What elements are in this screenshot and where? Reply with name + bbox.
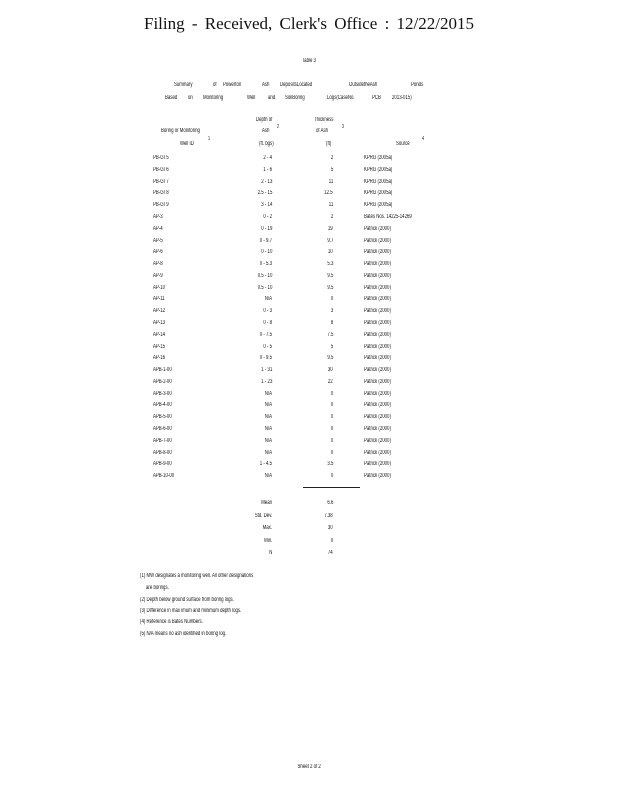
row-thickness: 9.5 [326, 355, 333, 362]
summary-word: SoilBoring [285, 95, 305, 101]
summary-word: DepositsLocated [280, 82, 313, 88]
summary-word: OutsidetheAsh [349, 82, 378, 88]
row-id: APB-7-00 [153, 437, 172, 444]
row-source: KPRG (2005a) [364, 166, 393, 173]
row-id: APB-5-00 [153, 414, 172, 421]
row-id: APB-2-00 [153, 378, 172, 385]
row-thickness: 5 [330, 166, 333, 173]
row-depth: 0 - 19 [260, 225, 272, 232]
summary-word: on [188, 95, 193, 101]
row-depth: 0.5 - 10 [257, 272, 272, 279]
summary-word: and [268, 95, 276, 101]
stat-label: Std. Dev. [254, 512, 272, 519]
row-source: KPRG (2005a) [364, 178, 393, 185]
stat-value: 0 [330, 537, 333, 544]
row-depth: N/A [264, 402, 272, 409]
row-depth: 0 - 5.3 [259, 261, 272, 267]
summary-word: Monitoring [203, 95, 224, 101]
row-id: AP-4 [153, 225, 163, 232]
row-thickness: 0 [330, 414, 333, 421]
header-id-line1: Boring or Monitoring [161, 128, 200, 134]
row-depth: 0 - 8 [263, 319, 272, 326]
row-source: Patrick (2000) [364, 225, 391, 232]
row-depth: 0 - 10 [260, 249, 272, 256]
row-depth: 1 - 31 [260, 367, 272, 373]
row-id: AP-16 [153, 355, 166, 362]
summary-word: of [213, 82, 217, 88]
row-depth: N/A [264, 296, 272, 303]
row-id: AP-15 [153, 343, 166, 350]
table-title: Table 3 [302, 58, 316, 64]
row-source: Patrick (2000) [364, 378, 391, 385]
row-depth: 0 - 3 [263, 308, 272, 315]
row-source: Patrick (2000) [364, 296, 391, 303]
row-thickness: 0 [330, 296, 333, 303]
row-source: KPRG (2005a) [364, 202, 393, 209]
row-thickness: 0 [330, 402, 333, 409]
stat-value: 74 [328, 550, 333, 556]
row-thickness: 9.5 [326, 272, 333, 279]
row-id: PB-GT8 [153, 190, 169, 197]
row-thickness: 11 [328, 202, 333, 209]
row-id: AP-10 [153, 284, 166, 291]
row-source: Patrick (2000) [364, 272, 391, 279]
header-depth-line3: (ft. bgs) [259, 141, 274, 147]
row-thickness: 0 [330, 449, 333, 456]
sheet-number: Sheet 2 of 2 [297, 764, 321, 770]
summary-word: Powerton [223, 82, 242, 88]
row-source: Patrick (2000) [364, 237, 391, 244]
row-id: APB-10-00 [153, 473, 175, 480]
row-source: Patrick (2000) [364, 284, 391, 291]
row-depth: 0 - 5 [263, 343, 272, 350]
row-source: Patrick (2000) [364, 402, 391, 409]
row-source: Patrick (2000) [364, 343, 391, 350]
row-thickness: 0 [330, 425, 333, 432]
row-thickness: 5 [330, 343, 333, 350]
row-source: Patrick (2000) [364, 261, 391, 267]
row-depth: N/A [264, 473, 272, 480]
row-id: AP-5 [153, 237, 163, 244]
summary-word: Summary [174, 82, 193, 88]
summary-word: Logs(CaseNo. [327, 95, 355, 101]
row-source: Bates Nos. 14225-14269 [364, 213, 412, 220]
filing-header: Filing - Received, Clerk's Office : 12/22/2015 [143, 14, 474, 33]
header-thick-line1: Thickness [314, 117, 334, 123]
row-thickness: 2 [330, 213, 333, 220]
row-id: APB-6-00 [153, 425, 172, 432]
footnote: (1) MW designates a monitoring well. All other designations [140, 573, 254, 579]
row-thickness: 3 [330, 308, 333, 315]
row-id: APB-4-00 [153, 402, 172, 409]
total-rule [303, 487, 360, 488]
row-id: PB-GT9 [153, 202, 169, 209]
row-depth: 3 - 14 [260, 202, 272, 209]
header-id-sup: 1 [208, 136, 211, 142]
row-source: Patrick (2000) [364, 425, 391, 432]
row-source: KPRG (2005a) [364, 190, 393, 197]
row-depth: N/A [264, 414, 272, 421]
row-thickness: 8 [330, 319, 333, 326]
footnote: (3) Difference in max imum and minimum depth logs. [140, 608, 242, 614]
row-id: PB-GT7 [153, 178, 169, 185]
footnote: (5) N/A means no ash identified in boring log. [140, 631, 227, 637]
row-depth: 0 - 9.5 [259, 355, 272, 362]
summary-word: Ash [262, 82, 270, 88]
stat-label: N [268, 550, 272, 556]
row-depth: 0 - 9.7 [259, 237, 272, 244]
footnote: (4) Reference is Bates Numbers. [140, 619, 203, 625]
row-id: AP-6 [153, 249, 163, 256]
row-thickness: 22 [328, 378, 333, 385]
summary-word: Well [247, 95, 256, 101]
row-id: APB-9-00 [153, 461, 172, 468]
row-id: APB-3-00 [153, 390, 172, 397]
row-thickness: 0 [330, 473, 333, 480]
header-source: Source [396, 141, 410, 147]
row-id: AP-3 [153, 213, 163, 220]
row-source: KPRG (2005a) [364, 155, 393, 161]
header-thick-line2: of Ash [316, 128, 329, 134]
stat-value: 6.6 [326, 500, 333, 506]
row-depth: N/A [264, 449, 272, 456]
row-thickness: 3.5 [326, 461, 333, 468]
row-source: Patrick (2000) [364, 437, 391, 444]
summary-word: Ponds [411, 82, 424, 88]
row-thickness: 0 [330, 437, 333, 444]
row-source: Patrick (2000) [364, 473, 391, 480]
summary-word: Based [165, 95, 178, 101]
row-thickness: 2 [330, 155, 333, 161]
stat-label: Max. [262, 525, 272, 531]
row-source: Patrick (2000) [364, 390, 391, 397]
row-id: AP-11 [153, 296, 165, 303]
row-source: Patrick (2000) [364, 449, 391, 456]
header-id-line2: Well ID [180, 141, 194, 147]
header-depth-line2: Ash [262, 128, 270, 134]
row-thickness: 19 [328, 225, 333, 232]
row-depth: N/A [264, 425, 272, 432]
row-depth: N/A [264, 437, 272, 444]
row-depth: 1 - 23 [260, 378, 272, 385]
header-depth-line1: Depth of [256, 117, 273, 123]
row-thickness: 10 [328, 249, 333, 256]
stat-value: 7.38 [324, 512, 333, 519]
header-depth-sup: 2 [277, 124, 280, 130]
row-depth: N/A [264, 390, 272, 397]
row-source: Patrick (2000) [364, 319, 391, 326]
header-source-sup: 4 [422, 136, 425, 142]
row-depth: 2 - 4 [263, 155, 272, 161]
row-id: AP-12 [153, 308, 166, 315]
row-depth: 2.5 - 15 [257, 190, 272, 197]
row-thickness: 9.5 [326, 284, 333, 291]
stat-value: 30 [328, 525, 333, 531]
row-depth: 0 - 2 [263, 213, 272, 220]
row-id: APB-8-00 [153, 449, 172, 456]
sheet-footer [0, 764, 618, 770]
row-thickness: 5.3 [326, 261, 333, 267]
stat-label: Mean [261, 500, 272, 506]
row-id: APB-1-00 [153, 367, 172, 373]
row-id: PB-GT5 [153, 155, 169, 161]
row-source: Patrick (2000) [364, 249, 391, 256]
row-id: AP-9 [153, 272, 163, 279]
row-depth: 0.5 - 10 [257, 284, 272, 291]
row-id: AP-13 [153, 319, 166, 326]
row-depth: 1 - 4.5 [259, 461, 272, 468]
row-thickness: 0 [330, 390, 333, 397]
header-thick-line3: (ft) [326, 141, 332, 147]
footnote: are borings. [146, 585, 169, 591]
summary-word: PCB [372, 95, 381, 101]
row-source: Patrick (2000) [364, 414, 391, 421]
row-thickness: 7.5 [326, 331, 333, 338]
row-id: AP-8 [153, 261, 163, 267]
stat-label: Min. [263, 537, 272, 544]
header-thick-sup: 3 [342, 124, 345, 130]
row-thickness: 11 [328, 178, 333, 185]
footnote: (2) Depth below ground surface from boring logs. [140, 597, 234, 603]
row-thickness: 9.7 [326, 237, 333, 244]
row-id: AP-14 [153, 331, 166, 338]
row-source: Patrick (2000) [364, 461, 391, 468]
row-id: PB-GT6 [153, 166, 169, 173]
row-depth: 1 - 6 [263, 166, 272, 173]
row-thickness: 12.5 [324, 190, 333, 197]
summary-word: 2013-015) [392, 95, 412, 101]
row-source: Patrick (2000) [364, 331, 391, 338]
row-thickness: 30 [328, 367, 333, 373]
row-depth: 2 - 13 [260, 178, 272, 185]
row-source: Patrick (2000) [364, 308, 391, 315]
row-source: Patrick (2000) [364, 367, 391, 373]
row-depth: 0 - 7.5 [259, 331, 272, 338]
row-source: Patrick (2000) [364, 355, 391, 362]
